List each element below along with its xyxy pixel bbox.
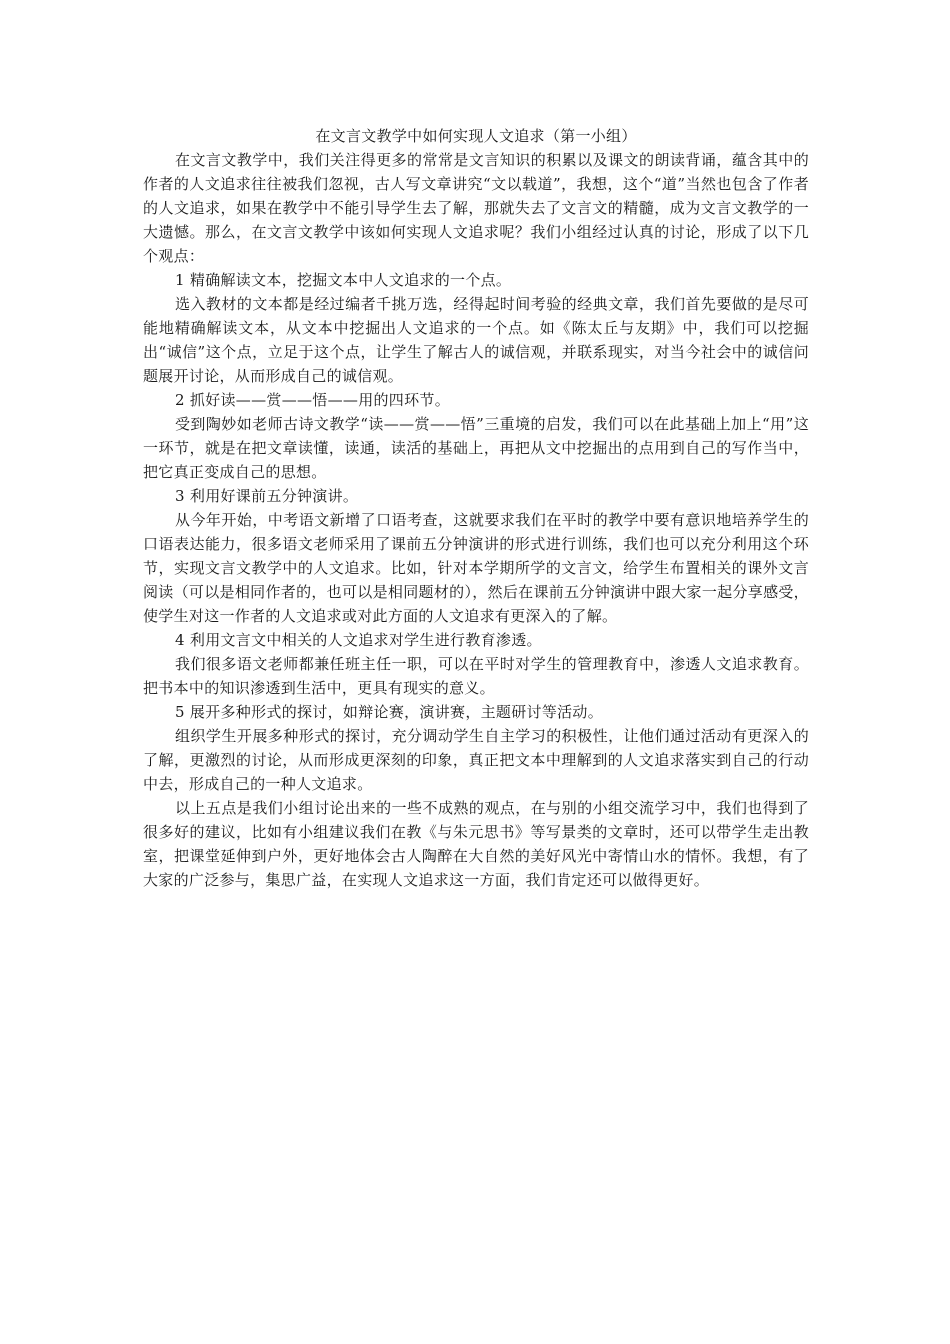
point-heading-3: 3 利用好课前五分钟演讲。 xyxy=(175,487,359,505)
paragraph-conclusion: 以上五点是我们小组讨论出来的一些不成熟的观点，在与别的小组交流学习中，我们也得到了很多好的建议，比如有小组建议我们在教《与朱元思书》等写景类的文章时，还可以带学生走出教室，把课堂延伸到户外，更好地体会古人陶醉在大自然的美好风光中寄情山水的情怀。我想，有了大家的广泛参与，集思广益，在实现人文追求这一方面，我们肯定还可以做得更好。 xyxy=(143,799,809,889)
document-page xyxy=(143,124,809,892)
point-heading-5: 5 展开多种形式的探讨，如辩论赛，演讲赛，主题研讨等活动。 xyxy=(175,703,604,721)
point-heading-1: 1 精确解读文本，挖掘文本中人文追求的一个点。 xyxy=(175,271,512,289)
point-body-3: 从今年开始，中考语文新增了口语考查，这就要求我们在平时的教学中要有意识地培养学生的口语表达能力，很多语文老师采用了课前五分钟演讲的形式进行训练，我们也可以充分利用这个环节，实现文言文教学中的人文追求。比如，针对本学期所学的文言文，给学生布置相关的课外文言阅读（可以是相同作者的，也可以是相同题材的），然后在课前五分钟演讲中跟大家一起分享感受，使学生对这一作者的人文追求或对此方面的人文追求有更深入的了解。 xyxy=(143,511,809,625)
document-title: 在文言文教学中如何实现人文追求（第一小组） xyxy=(315,127,637,145)
point-heading-4: 4 利用文言文中相关的人文追求对学生进行教育渗透。 xyxy=(175,631,542,649)
point-body-2: 受到陶妙如老师古诗文教学“读——赏——悟”三重境的启发，我们可以在此基础上加上“用”这一环节，就是在把文章读懂，读通，读活的基础上，再把从文中挖掘出的点用到自己的写作当中，把它真正变成自己的思想。 xyxy=(143,415,809,481)
point-body-5: 组织学生开展多种形式的探讨，充分调动学生自主学习的积极性，让他们通过活动有更深入的了解，更激烈的讨论，从而形成更深刻的印象，真正把文本中理解到的人文追求落实到自己的行动中去，形成自己的一种人文追求。 xyxy=(143,727,809,793)
point-body-1: 选入教材的文本都是经过编者千挑万选，经得起时间考验的经典文章，我们首先要做的是尽可能地精确解读文本，从文本中挖掘出人文追求的一个点。如《陈太丘与友期》中，我们可以挖掘出“诚信”这个点，立足于这个点，让学生了解古人的诚信观，并联系现实，对当今社会中的诚信问题展开讨论，从而形成自己的诚信观。 xyxy=(143,295,809,385)
paragraph-intro: 在文言文教学中，我们关注得更多的常常是文言知识的积累以及课文的朗读背诵，蕴含其中的作者的人文追求往往被我们忽视，古人写文章讲究“文以载道”，我想，这个“道”当然也包含了作者的人文追求，如果在教学中不能引导学生去了解，那就失去了文言文的精髓，成为文言文教学的一大遗憾。那么，在文言文教学中该如何实现人文追求呢？我们小组经过认真的讨论，形成了以下几个观点： xyxy=(143,151,809,265)
point-heading-2: 2 抓好读——赏——悟——用的四环节。 xyxy=(175,391,451,409)
point-body-4: 我们很多语文老师都兼任班主任一职，可以在平时对学生的管理教育中，渗透人文追求教育。把书本中的知识渗透到生活中，更具有现实的意义。 xyxy=(143,655,809,697)
